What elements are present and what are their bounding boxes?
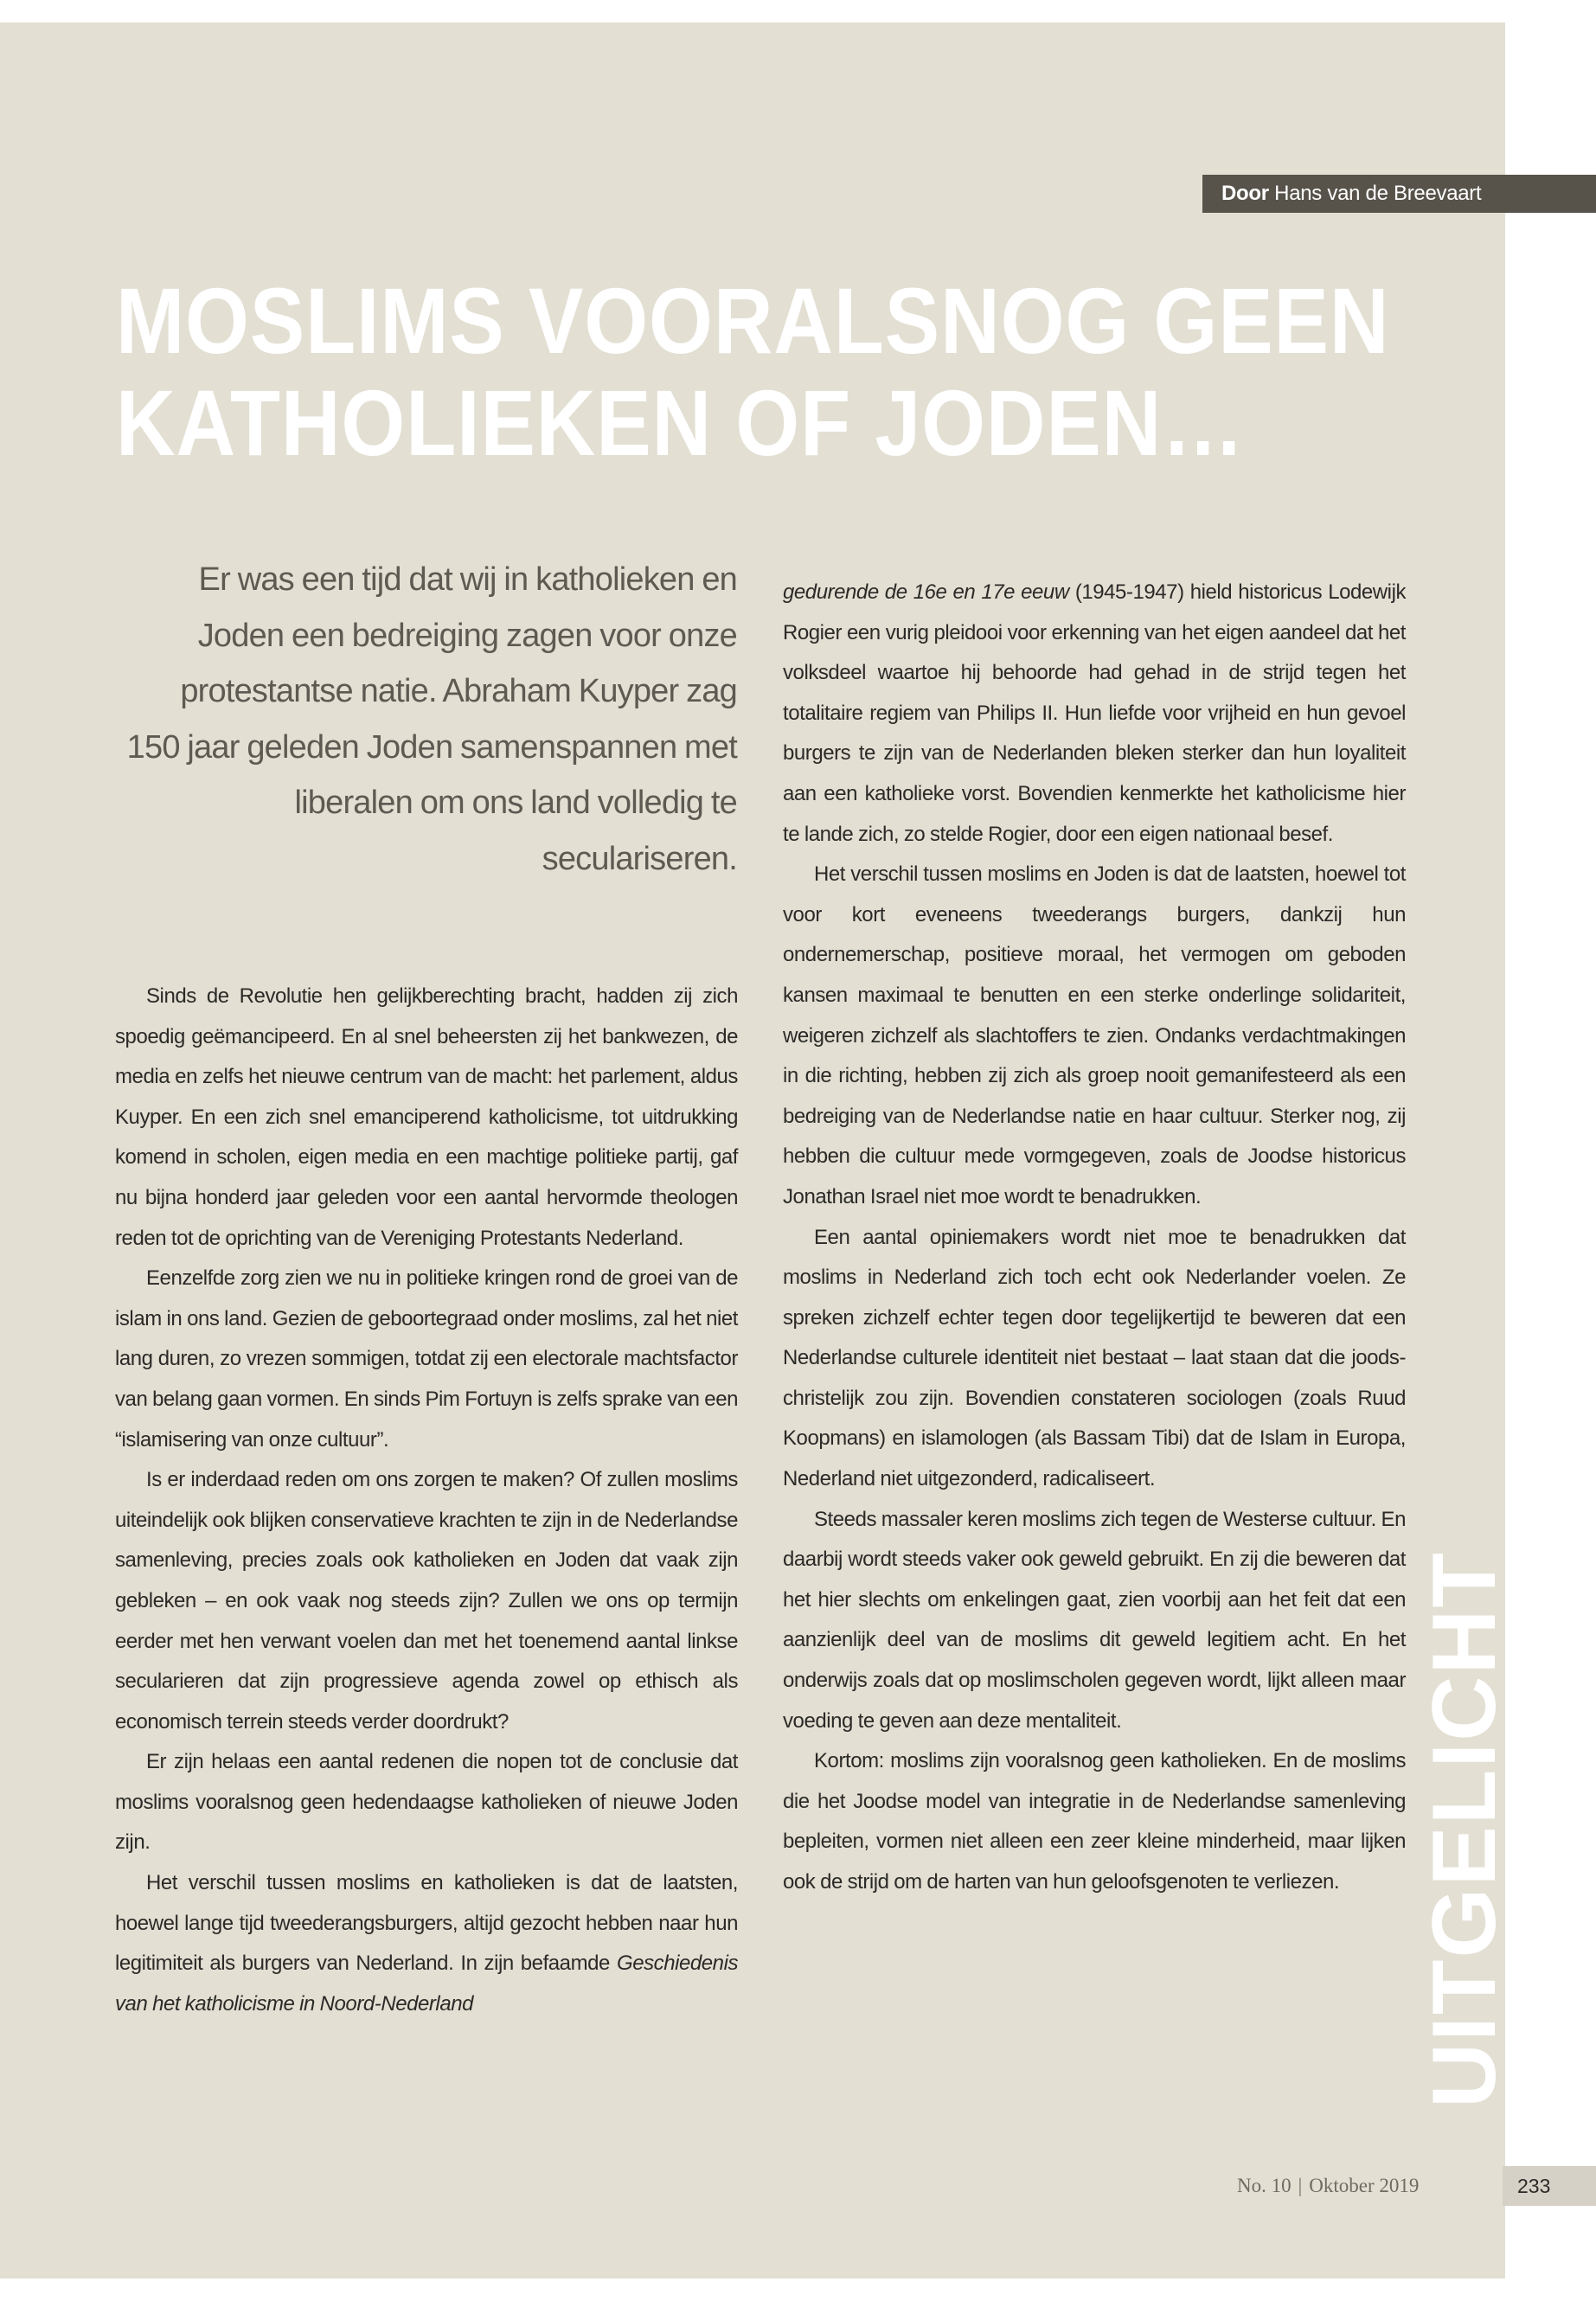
headline-line-2: KATHOLIEKEN OF JODEN…: [116, 370, 1246, 475]
body-paragraph-2: Eenzelfde zorg zien we nu in politieke kringen rond de groei van de islam in ons land. Gezien de geboortegraad onder moslims, zal het niet lang duren, zo vrezen sommigen, totdat zij een electorale machtsfactor van belang gaan vormen. En sinds Pim Fortuyn is zelfs sprake van een “islamisering van onze cultuur”.: [115, 1266, 738, 1452]
article-column-left: [115, 977, 738, 2024]
issue-footer: [1237, 2170, 1419, 2202]
byline-author: Hans van de Breevaart: [1274, 182, 1482, 205]
footer-separator: |: [1298, 2175, 1303, 2196]
issue-number: No. 10: [1237, 2175, 1292, 2196]
lead-paragraph: Er was een tijd dat wij in katholieken en Joden een bedreiging zagen voor onze protestantse natie. Abraham Kuyper zag 150 jaar geleden Joden samenspannen met liberalen om ons land volledig te seculariseren.: [126, 561, 737, 877]
body-paragraph-5-start: [115, 1863, 738, 2024]
page-number: 233: [1503, 2166, 1596, 2206]
body-paragraph-4: Er zijn helaas een aantal redenen die nopen tot de conclusie dat moslims vooralsnog geen hedendaagse katholieken of nieuwe Joden zijn.: [115, 1750, 738, 1855]
body-paragraph-3: Is er inderdaad reden om ons zorgen te maken? Of zullen moslims uiteindelijk ook blijken conservatieve krachten te zijn in de Nederlandse samenleving, precies zoals ook katholieken en Joden dat vaak zijn gebleken – en ook vaak nog steeds zijn? Zullen we ons op termijn eerder met hen verwant voelen dan met het toenemend aantal linkse secularieren dat zijn progressieve agenda zowel op ethisch als economisch terrein steeds verder doordrukt?: [115, 1468, 738, 1734]
byline-prefix: Door: [1221, 182, 1269, 205]
headline-line-1: MOSLIMS VOORALSNOG GEEN: [116, 268, 1390, 373]
article-headline: [116, 270, 1389, 474]
issue-date: Oktober 2019: [1309, 2175, 1420, 2196]
body-paragraph-8: Steeds massaler keren moslims zich tegen de Westerse cultuur. En daarbij wordt steeds vaker ook geweld gebruikt. En zij die beweren dat het hier slechts om enkelingen gaat, zien voorbij aan het feit dat een aanzienlijk deel van de moslims dit geweld legitiem acht. En het onderwijs zoals dat op moslimscholen gegeven wordt, lijkt alleen maar voeding te geven aan deze mentaliteit.: [783, 1507, 1406, 1733]
byline: [1202, 175, 1596, 213]
paragraph-5-text-start: Het verschil tussen moslims en katholieken is dat de laatsten, hoewel lange tijd tweederangsburgers, altijd gezocht hebben naar hun legitimiteit als burgers van Nederland. In zijn befaamde: [115, 1871, 738, 1976]
book-title-part-1: Geschiedenis van het katholicisme in Noord-Nederland: [115, 1952, 739, 2016]
body-paragraph-5-end: [783, 573, 1406, 855]
body-paragraph-9: Kortom: moslims zijn vooralsnog geen katholieken. En de moslims die het Joodse model van integratie in de Nederlandse samenleving bepleiten, vormen niet alleen een zeer kleine minderheid, maar lijken ook de strijd om de harten van hun geloofsgenoten te verliezen.: [783, 1749, 1406, 1894]
book-title-part-2: gedurende de 16e en 17e eeuw: [783, 580, 1069, 604]
section-label: [1414, 1551, 1516, 2108]
article-column-right: [783, 573, 1406, 1903]
body-paragraph-1: Sinds de Revolutie hen gelijkberechting bracht, hadden zij zich spoedig geëmancipeerd. En al snel beheersten zij het bankwezen, de media en zelfs het nieuwe centrum van de macht: het parlement, aldus Kuyper. En een zich snel emanciperend katholicisme, tot uitdrukking komend in scholen, eigen media en een machtige politieke partij, gaf nu bijna honderd jaar geleden voor een aantal hervormde theologen reden tot de oprichting van de Vereniging Protestants Nederland.: [115, 984, 738, 1250]
body-paragraph-6: Het verschil tussen moslims en Joden is dat de laatsten, hoewel tot voor kort eveneens tweederangs burgers, dankzij hun ondernemerschap, positieve moraal, het vermogen om geboden kansen maximaal te benutten en een sterke onderlinge solidariteit, weigeren zichzelf als slachtoffers te zien. Ondanks verdachtmakingen in die richting, hebben zij zich als groep nooit gemanifesteerd als een bedreiging van de Nederlandse natie en haar cultuur. Sterker nog, zij hebben die cultuur mede vormgegeven, zoals de Joodse historicus Jonathan Israel niet moe wordt te benadrukken.: [783, 862, 1406, 1208]
section-label-text: UITGELICHT: [1414, 1551, 1516, 2108]
body-paragraph-7: Een aantal opiniemakers wordt niet moe te benadrukken dat moslims in Nederland zich toch echt ook Nederlander voelen. Ze spreken zichzelf echter tegen door tegelijkertijd te beweren dat een Nederlandse culturele identiteit niet bestaat – laat staan dat die joods-christelijk zou zijn. Bovendien constateren sociologen (zoals Ruud Koopmans) en islamologen (als Bassam Tibi) dat de Islam in Europa, Nederland niet uitgezonderd, radicaliseert.: [783, 1225, 1406, 1491]
paragraph-5-text-end: (1945-1947) hield historicus Lodewijk Rogier een vurig pleidooi voor erkenning van het eigen aandeel dat het volksdeel waartoe hij behoorde had gehad in de strijd tegen het totalitaire regiem van Philips II. Hun liefde voor vrijheid en hun gevoel burgers te zijn van de Nederlanden bleken sterker dan hun loyaliteit aan een katholieke vorst. Bovendien kenmerkte het katholicisme hier te lande zich, zo stelde Rogier, door een eigen nationaal besef.: [783, 580, 1406, 846]
